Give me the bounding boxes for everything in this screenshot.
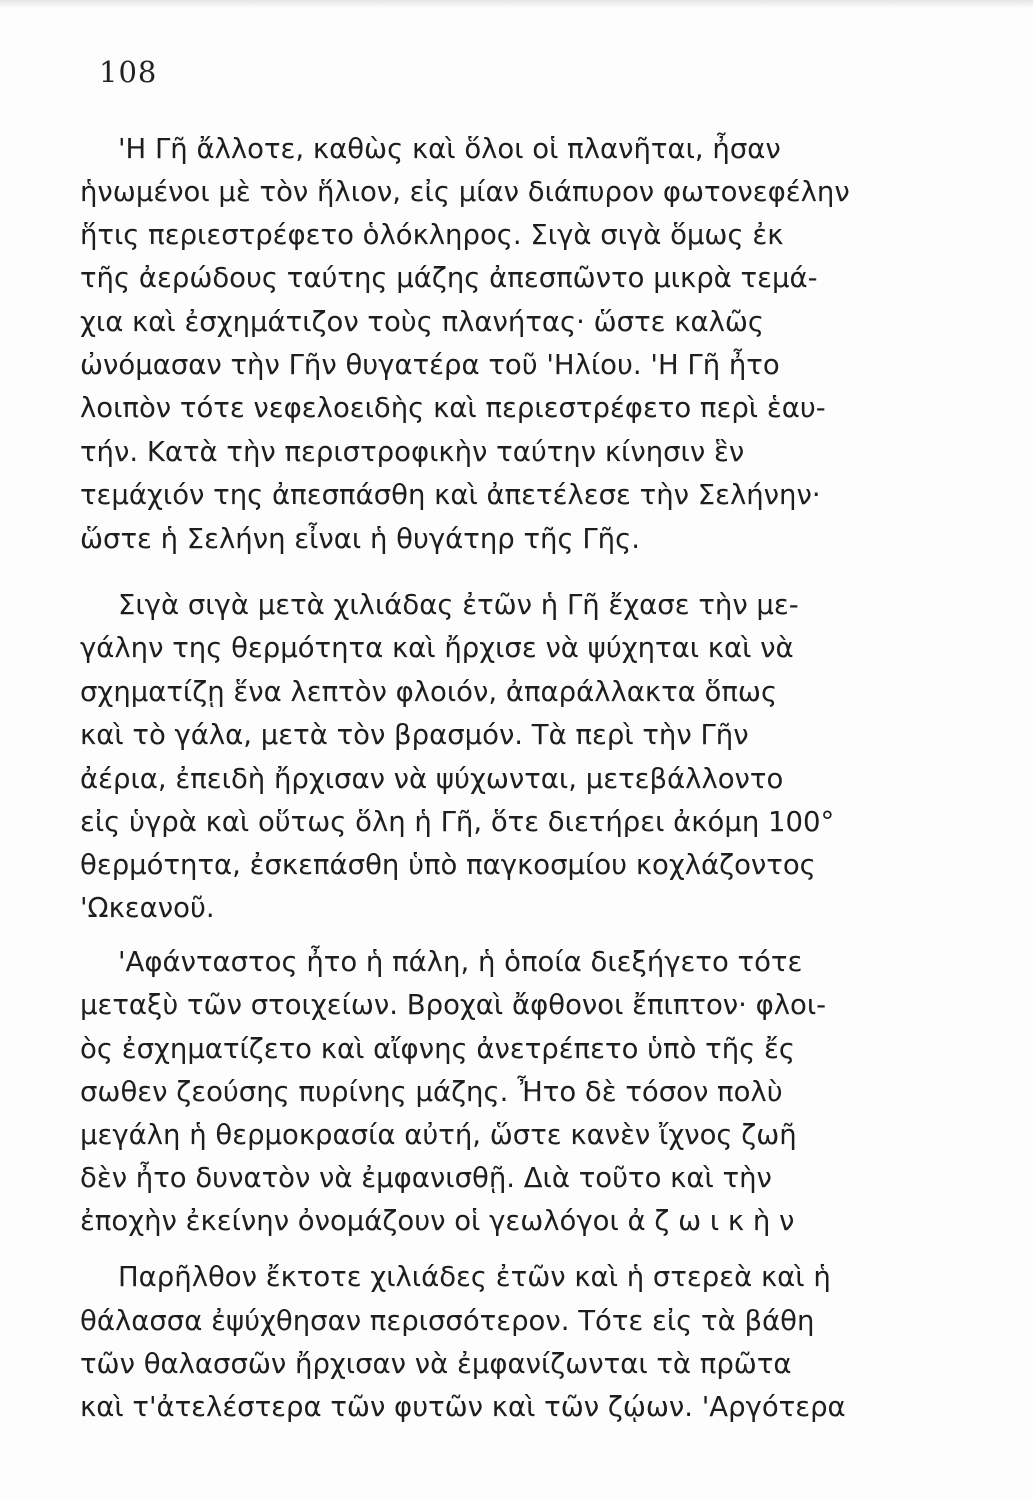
text-line: λοιπὸν τότε νεφελοειδὴς καὶ περιεστρέφετο περὶ ἑαυ- — [80, 392, 826, 424]
text-line: σχηματίζῃ ἕνα λεπτὸν φλοιόν, ἀπαράλλακτα ὅπως — [80, 676, 778, 708]
text-line: ἐποχὴν ἐκείνην ὀνομάζουν οἱ γεωλόγοι ἀ ζ ω ι κ ὴ ν — [80, 1205, 795, 1237]
text-line: μεγάλη ἡ θερμοκρασία αὐτή, ὥστε κανὲν ἴχνος ζωῆ — [80, 1119, 797, 1151]
text-line: θάλασσα ἐψύχθησαν περισσότερον. Τότε εἰς τὰ βάθη — [80, 1305, 815, 1337]
text-line: ὸς ἐσχηματίζετο καὶ αἴφνης ἀνετρέπετο ὑπὸ τῆς ἔς — [80, 1033, 796, 1065]
page-number: 108 — [99, 55, 158, 89]
text-line: μεταξὺ τῶν στοιχείων. Βροχαὶ ἄφθονοι ἔπιπτον· φλοι- — [80, 989, 827, 1021]
text-line: ὠνόμασαν τὴν Γῆν θυγατέρα τοῦ 'Ηλίου. 'Η Γῆ ἦτο — [80, 349, 780, 381]
text-line: τῶν θαλασσῶν ἤρχισαν νὰ ἐμφανίζωνται τὰ πρῶτα — [80, 1348, 792, 1380]
text-line: τεμάχιόν της ἀπεσπάσθη καὶ ἀπετέλεσε τὴν Σελήνην· — [80, 479, 821, 511]
text-line: τῆς ἀερώδους ταύτης μάζης ἀπεσπῶντο μικρὰ τεμά- — [80, 262, 818, 294]
text-line: καὶ τ'ἀτελέστερα τῶν φυτῶν καὶ τῶν ζῴων. 'Αργότερα — [80, 1391, 846, 1423]
text-line: 'Η Γῆ ἄλλοτε, καθὼς καὶ ὅλοι οἱ πλανῆται, ἦσαν — [118, 133, 781, 165]
text-line: Παρῆλθον ἔκτοτε χιλιάδες ἐτῶν καὶ ἡ στερεὰ καὶ ἡ — [118, 1261, 831, 1293]
text-line: χια καὶ ἐσχημάτιζον τοὺς πλανήτας· ὥστε καλῶς — [80, 306, 765, 338]
text-line: ἡνωμένοι μὲ τὸν ἥλιον, εἰς μίαν διάπυρον φωτονεφέλην — [80, 176, 850, 208]
text-line: εἰς ὑγρὰ καὶ οὕτως ὅλη ἡ Γῆ, ὅτε διετήρει ἀκόμη 100° — [80, 806, 835, 838]
text-line: 'Αφάνταστος ἦτο ἡ πάλη, ἡ ὁποία διεξήγετο τότε — [118, 946, 803, 978]
text-line: ἥτις περιεστρέφετο ὁλόκληρος. Σιγὰ σιγὰ ὅμως ἐκ — [80, 219, 784, 251]
page-top-edge — [0, 0, 1033, 8]
text-line: τήν. Κατὰ τὴν περιστροφικὴν ταύτην κίνησιν ἓν — [80, 436, 745, 468]
text-line: ἀέρια, ἐπειδὴ ἤρχισαν νὰ ψύχωνται, μετεβάλλοντο — [80, 763, 784, 795]
text-line: δὲν ἦτο δυνατὸν νὰ ἐμφανισθῇ. Διὰ τοῦτο καὶ τὴν — [80, 1162, 772, 1194]
text-line: σωθεν ζεούσης πυρίνης μάζης. Ἦτο δὲ τόσον πολὺ — [80, 1076, 783, 1108]
text-line: καὶ τὸ γάλα, μετὰ τὸν βρασμόν. Τὰ περὶ τὴν Γῆν — [80, 719, 749, 751]
text-line: Σιγὰ σιγὰ μετὰ χιλιάδας ἐτῶν ἡ Γῆ ἔχασε τὴν με- — [118, 589, 799, 621]
text-line: θερμότητα, ἐσκεπάσθη ὑπὸ παγκοσμίου κοχλάζοντος — [80, 849, 816, 881]
text-line: 'Ωκεανοῦ. — [80, 892, 215, 924]
text-line: ὥστε ἡ Σελήνη εἶναι ἡ θυγάτηρ τῆς Γῆς. — [80, 523, 640, 555]
text-line: γάλην της θερμότητα καὶ ἤρχισε νὰ ψύχηται καὶ νὰ — [80, 632, 794, 664]
